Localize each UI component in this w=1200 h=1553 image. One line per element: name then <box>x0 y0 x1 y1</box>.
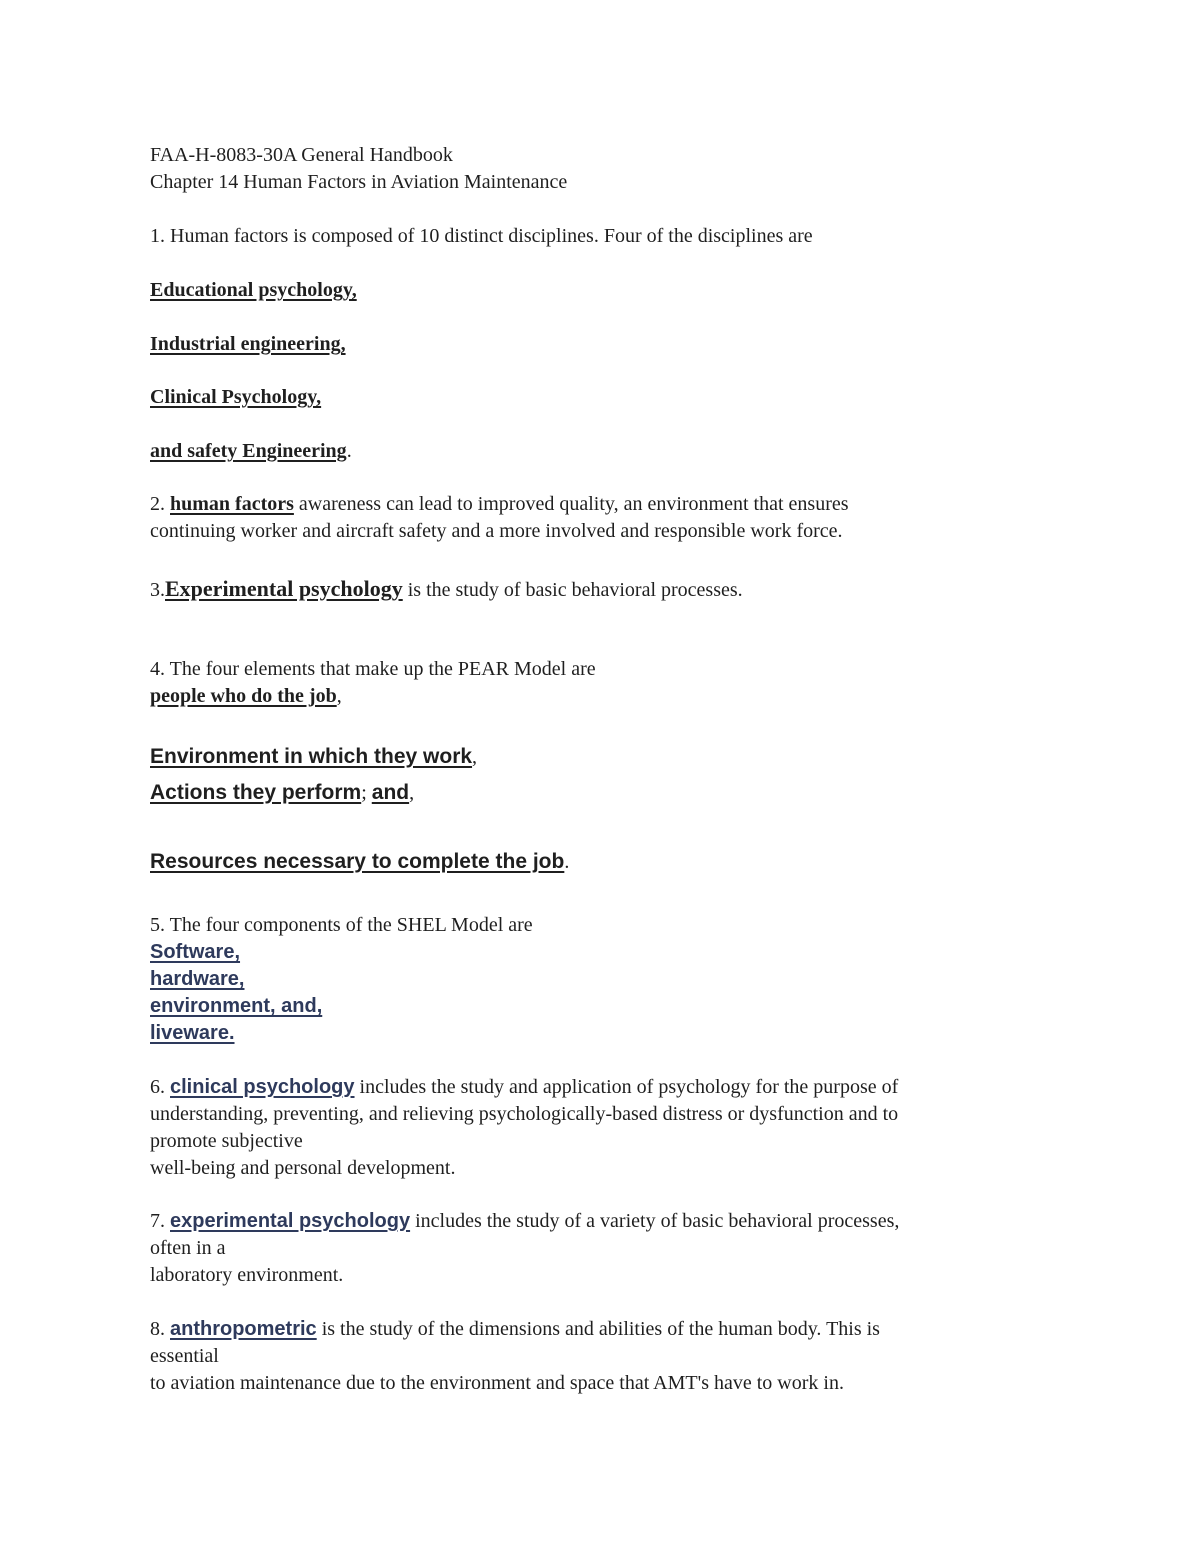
chapter-title: Chapter 14 Human Factors in Aviation Maintenance <box>150 171 568 193</box>
question-2-line-1 <box>150 491 1050 518</box>
q1-answer-1: Educational psychology, <box>150 279 357 301</box>
question-3 <box>150 575 1050 604</box>
q6-number: 6. <box>150 1076 165 1098</box>
question-4: 4. The four elements that make up the PEAR Model are <box>150 658 596 680</box>
q4-comma-3: , <box>409 782 415 804</box>
q6-text: includes the study and application of psychology for the purpose of <box>359 1076 899 1098</box>
question-5: 5. The four components of the SHEL Model are <box>150 914 533 936</box>
q4-answer-4: Resources necessary to complete the job <box>150 850 565 873</box>
q3-number: 3. <box>150 579 165 601</box>
q2-answer: human factors <box>170 493 294 515</box>
question-6-line-1 <box>150 1074 1050 1101</box>
q3-answer: Experimental psychology <box>165 576 403 601</box>
q6-answer: clinical psychology <box>170 1076 355 1098</box>
q4-answer-3b: and <box>371 781 410 804</box>
q2-text: awareness can lead to improved quality, an environment that ensures <box>298 493 849 515</box>
q4-answer-3a: Actions they perform <box>150 781 362 804</box>
q1-answer-4-line <box>150 438 1050 465</box>
q7-text: includes the study of a variety of basic behavioral processes, <box>415 1210 900 1232</box>
q8-answer: anthropometric <box>170 1318 317 1340</box>
question-7-line-1 <box>150 1208 1050 1235</box>
question-8-line-2: essential <box>150 1345 219 1367</box>
q4-period: . <box>564 851 570 873</box>
q4-semicolon: ; <box>361 782 367 804</box>
q8-number: 8. <box>150 1318 165 1340</box>
q1-answer-3: Clinical Psychology, <box>150 386 322 408</box>
question-7-line-3: laboratory environment. <box>150 1264 344 1286</box>
q4-comma-1: , <box>336 685 342 707</box>
q7-answer: experimental psychology <box>170 1210 411 1232</box>
q7-number: 7. <box>150 1210 165 1232</box>
q5-answer-2: hardware, <box>150 968 245 990</box>
q1-answer-4: and safety Engineering <box>150 440 347 462</box>
question-6-line-3: promote subjective <box>150 1130 303 1152</box>
handbook-title: FAA-H-8083-30A General Handbook <box>150 144 453 166</box>
question-7-line-2: often in a <box>150 1237 226 1259</box>
question-1: 1. Human factors is composed of 10 distinct disciplines. Four of the disciplines are <box>150 225 813 247</box>
q5-answer-1: Software, <box>150 941 241 963</box>
question-8-line-3: to aviation maintenance due to the environment and space that AMT's have to work in. <box>150 1372 844 1394</box>
q4-answer-3-line <box>150 779 1050 807</box>
q5-answer-3: environment, and, <box>150 995 323 1017</box>
question-2-line-2: continuing worker and aircraft safety and a more involved and responsible work force. <box>150 520 843 542</box>
q4-comma-2: , <box>472 746 478 768</box>
q2-number: 2. <box>150 493 165 515</box>
q4-answer-2-line <box>150 743 1050 771</box>
question-6-line-4: well-being and personal development. <box>150 1157 456 1179</box>
question-6-line-2: understanding, preventing, and relieving psychologically-based distress or dysfunction and to <box>150 1103 899 1125</box>
q4-answer-1: people who do the job <box>150 685 337 707</box>
q3-text: is the study of basic behavioral processes. <box>407 579 743 601</box>
question-8-line-1 <box>150 1316 1050 1343</box>
q4-answer-1-line <box>150 683 1050 710</box>
q4-answer-2: Environment in which they work <box>150 745 473 768</box>
q4-answer-4-line <box>150 848 1050 876</box>
q1-period: . <box>346 440 352 462</box>
q5-answer-4: liveware. <box>150 1022 235 1044</box>
q8-text: is the study of the dimensions and abilities of the human body. This is <box>321 1318 880 1340</box>
q1-answer-2: Industrial engineering, <box>150 333 346 355</box>
